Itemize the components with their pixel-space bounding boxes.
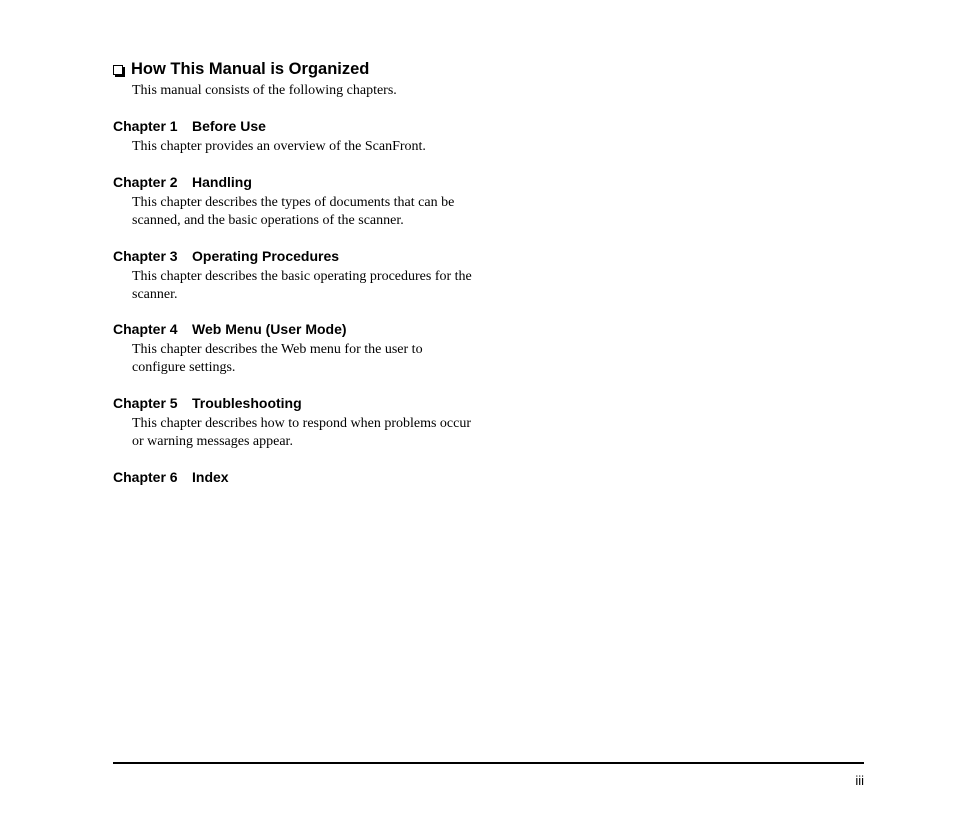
chapter-heading <box>113 468 493 486</box>
chapter-heading <box>113 173 493 191</box>
chapter-heading <box>113 117 493 135</box>
chapter-title: Handling <box>192 174 252 190</box>
chapter-entry-2 <box>113 173 493 230</box>
chapter-entry-4 <box>113 320 493 377</box>
chapter-description: This chapter describes how to respond when problems occur or warning messages appear. <box>132 416 472 449</box>
chapter-number: Chapter 4 <box>113 321 178 337</box>
footer-divider <box>113 762 864 764</box>
chapter-number: Chapter 1 <box>113 118 178 134</box>
chapter-heading <box>113 247 493 265</box>
chapter-title: Operating Procedures <box>192 248 340 264</box>
chapter-number: Chapter 3 <box>113 248 178 264</box>
chapter-title: Before Use <box>192 118 266 134</box>
chapter-title: Index <box>192 469 229 485</box>
section-intro: This manual consists of the following chapters. <box>132 83 397 98</box>
checkbox-bullet-icon <box>113 65 123 75</box>
page-number: iii <box>855 773 864 788</box>
chapter-number: Chapter 5 <box>113 395 178 411</box>
chapter-number: Chapter 2 <box>113 174 178 190</box>
chapter-entry-1 <box>113 117 493 156</box>
chapter-heading <box>113 320 493 338</box>
chapter-entry-5 <box>113 394 493 451</box>
section-heading <box>113 59 369 79</box>
chapter-title: Web Menu (User Mode) <box>192 321 347 337</box>
chapter-description: This chapter describes the Web menu for the user to configure settings. <box>132 342 423 375</box>
chapter-entry-6 <box>113 468 493 486</box>
chapter-number: Chapter 6 <box>113 469 178 485</box>
chapter-title: Troubleshooting <box>192 395 302 411</box>
section-heading-text: How This Manual is Organized <box>131 60 370 78</box>
chapter-entry-3 <box>113 247 493 304</box>
chapter-description: This chapter provides an overview of the ScanFront. <box>132 139 426 154</box>
chapter-description: This chapter describes the types of documents that can be scanned, and the basic operations of the scanner. <box>132 195 455 228</box>
chapter-description: This chapter describes the basic operating procedures for the scanner. <box>132 269 472 302</box>
chapter-heading <box>113 394 493 412</box>
